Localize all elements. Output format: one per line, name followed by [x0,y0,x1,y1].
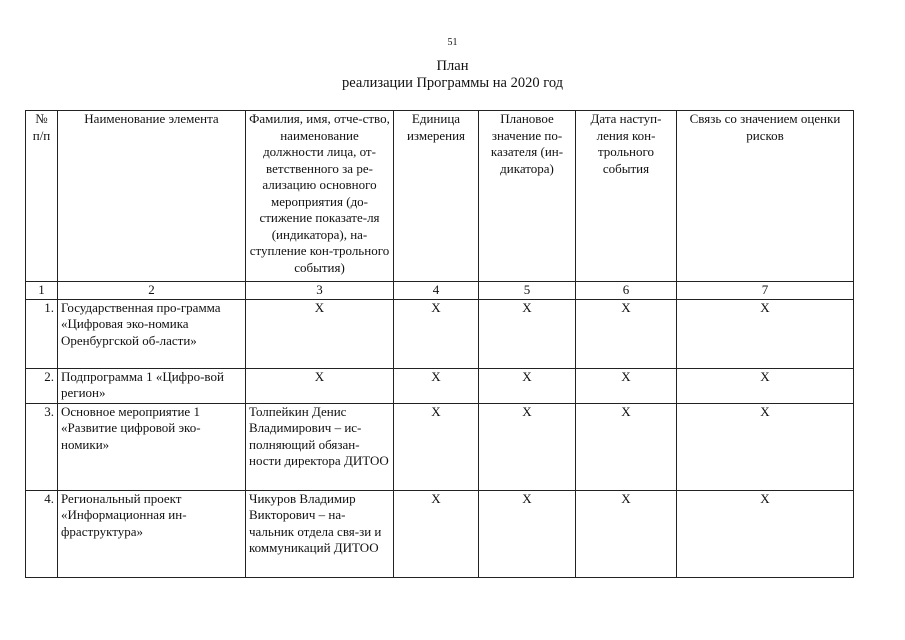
header-row [26,111,854,282]
row-date: X [576,368,677,403]
row-plan-value: X [479,403,576,490]
row-number: 1. [26,299,58,368]
title-line-2: реализации Программы на 2020 год [341,75,564,91]
row-responsible: X [246,299,394,368]
row-plan-value: X [479,299,576,368]
row-responsible: X [246,368,394,403]
row-responsible: Толпейкин Денис Владимирович – ис-полняющий обязан-ности директора ДИТОО [246,403,394,490]
row-number: 2. [26,368,58,403]
row-date: X [576,403,677,490]
column-number: 1 [26,282,58,300]
row-risk: X [677,368,854,403]
column-number-row [26,282,854,300]
page-number: 51 [447,37,458,48]
column-number: 3 [246,282,394,300]
row-risk: X [677,490,854,577]
row-plan-value: X [479,490,576,577]
header-cell-unit: Единица измерения [394,111,479,282]
table-row [26,368,854,403]
row-unit: X [394,490,479,577]
row-name: Основное мероприятие 1 «Развитие цифровой эко-номики» [58,403,246,490]
column-number: 6 [576,282,677,300]
table-row [26,403,854,490]
column-number: 4 [394,282,479,300]
table-row [26,299,854,368]
row-date: X [576,490,677,577]
document-title [0,58,905,92]
plan-table [25,110,854,578]
row-unit: X [394,368,479,403]
header-cell-date: Дата наступ-ления кон-трольного события [576,111,677,282]
row-number: 3. [26,403,58,490]
table-row [26,490,854,577]
row-unit: X [394,403,479,490]
row-name: Региональный проект «Информационная ин-фраструктура» [58,490,246,577]
row-plan-value: X [479,368,576,403]
header-cell-responsible: Фамилия, имя, отче-ство, наименование должности лица, от-ветственного за ре-ализацию основного мероприятия (до-стижение показате-ля (индикатора), на-ступление кон-трольного события) [246,111,394,282]
row-responsible: Чикуров Владимир Викторович – на-чальник отдела свя-зи и коммуникаций ДИТОО [246,490,394,577]
row-number: 4. [26,490,58,577]
column-number: 5 [479,282,576,300]
row-risk: X [677,299,854,368]
header-cell-name: Наименование элемента [58,111,246,282]
title-line-1: План [436,58,469,74]
header-cell-plan-value: Плановое значение по-казателя (ин-дикатора) [479,111,576,282]
column-number: 2 [58,282,246,300]
column-number: 7 [677,282,854,300]
row-date: X [576,299,677,368]
row-risk: X [677,403,854,490]
row-name: Государственная про-грамма «Цифровая эко-номика Оренбургской об-ласти» [58,299,246,368]
header-cell-number: № п/п [26,111,58,282]
header-cell-risk: Связь со значением оценки рисков [677,111,854,282]
row-unit: X [394,299,479,368]
row-name: Подпрограмма 1 «Цифро-вой регион» [58,368,246,403]
